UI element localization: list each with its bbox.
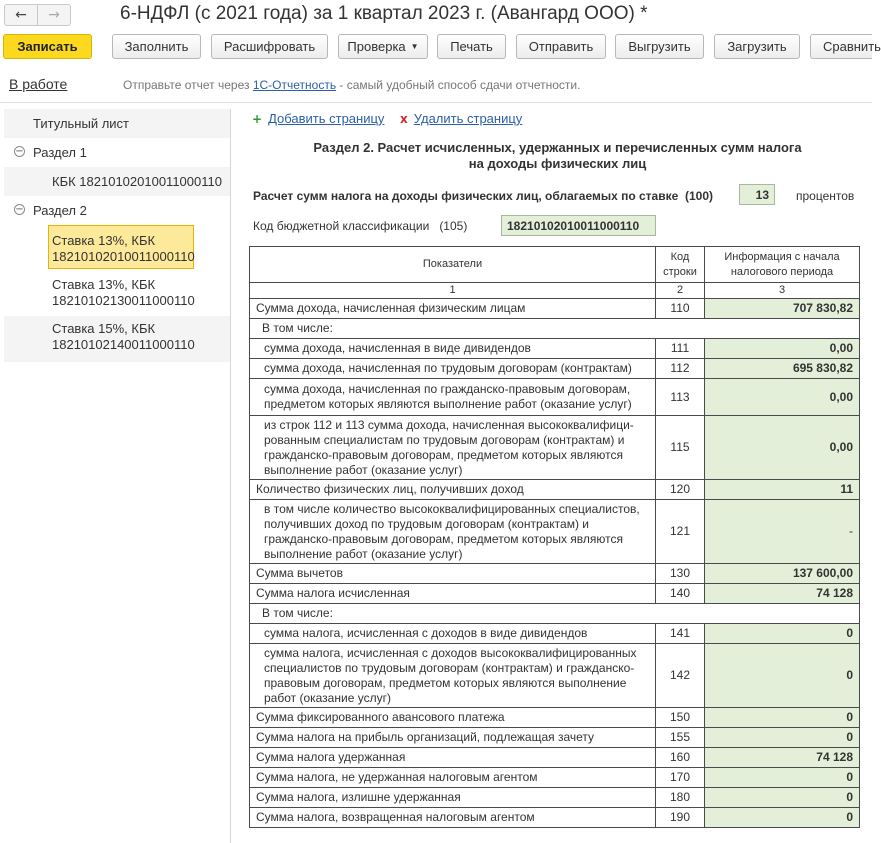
row-subheading: В том числе: <box>250 319 860 339</box>
row-value[interactable]: 0 <box>705 768 860 788</box>
table-row <box>250 480 860 500</box>
tree-item-label-line1: Ставка 15%, КБК <box>52 321 156 336</box>
row-code: 140 <box>656 584 705 604</box>
row-value[interactable]: 0 <box>705 644 860 708</box>
row-label: Сумма дохода, начисленная физическим лицам <box>250 299 656 319</box>
table-row <box>250 319 860 339</box>
divider <box>0 102 872 103</box>
title-bar <box>0 0 872 30</box>
delete-icon: x <box>400 112 408 126</box>
row-value[interactable]: 0 <box>705 788 860 808</box>
import-button[interactable]: Загрузить <box>714 34 800 59</box>
tree-item-title-page[interactable] <box>4 109 230 138</box>
row-code: 130 <box>656 564 705 584</box>
tree-item-section1[interactable] <box>4 138 230 167</box>
row-value[interactable]: 0,00 <box>705 339 860 359</box>
kbk-input[interactable]: 18210102010011000110 <box>501 215 656 236</box>
table-row <box>250 500 860 564</box>
kbk-label-text: Код бюджетной классификации <box>253 219 430 233</box>
tree-item-label: КБК 18210102010011000110 <box>52 174 222 189</box>
row-label: Количество физических лиц, получивших доход <box>250 480 656 500</box>
row-code: 112 <box>656 359 705 379</box>
row-label: сумма налога, исчисленная с доходов в виде дивидендов <box>250 624 656 644</box>
plus-icon: + <box>252 112 263 126</box>
row-code: 115 <box>656 416 705 480</box>
section-title-line2: на доходы физических лиц <box>468 156 647 171</box>
row-label: сумма налога, исчисленная с доходов высококвалифицированных специалистов по трудовым договорам (контрактам) и гражданско-правовым договорам, предметом которых являются выполнение работ (оказание услуг) <box>250 644 656 708</box>
table-row <box>250 644 860 708</box>
row-label: Сумма налога на прибыль организаций, подлежащая зачету <box>250 728 656 748</box>
print-button[interactable]: Печать <box>437 34 506 59</box>
col-number-2: 2 <box>656 283 705 299</box>
row-code: 121 <box>656 500 705 564</box>
tree-item-label-line1: Ставка 13%, КБК <box>52 233 156 248</box>
row-code: 111 <box>656 339 705 359</box>
table-row <box>250 339 860 359</box>
row-label: Сумма налога, излишне удержанная <box>250 788 656 808</box>
col-header-code <box>656 247 705 283</box>
row-label: Сумма фиксированного авансового платежа <box>250 708 656 728</box>
col-header-info-line1: Информация с начала <box>724 250 840 263</box>
row-value[interactable]: 0 <box>705 728 860 748</box>
row-value[interactable]: 695 830,82 <box>705 359 860 379</box>
chevron-down-icon: ▼ <box>410 42 419 51</box>
send-button[interactable]: Отправить <box>516 34 606 59</box>
row-code: 155 <box>656 728 705 748</box>
col-header-info-line2: налогового периода <box>730 265 834 278</box>
table-row <box>250 748 860 768</box>
check-dropdown-button[interactable] <box>338 34 428 59</box>
row-value[interactable]: 74 128 <box>705 584 860 604</box>
kbk-label <box>253 219 467 233</box>
delete-page-button[interactable] <box>400 111 522 126</box>
row-value[interactable]: 0,00 <box>705 416 860 480</box>
section-title <box>243 140 872 172</box>
col-header-info <box>705 247 860 283</box>
hint-text-before: Отправьте отчет через <box>123 78 253 92</box>
row-code: 110 <box>656 299 705 319</box>
send-hint <box>123 78 580 92</box>
table-row <box>250 624 860 644</box>
row-label: Сумма налога удержанная <box>250 748 656 768</box>
row-value[interactable]: 0,00 <box>705 379 860 416</box>
delete-page-label: Удалить страницу <box>413 111 523 126</box>
tree-item-rate13-130[interactable] <box>4 271 230 316</box>
row-value[interactable]: 137 600,00 <box>705 564 860 584</box>
sections-tree <box>4 109 231 843</box>
indicators-table <box>249 246 860 828</box>
tree-item-rate13-010[interactable] <box>4 225 230 271</box>
check-button-label: Проверка <box>347 39 406 54</box>
row-value[interactable]: 0 <box>705 808 860 828</box>
reporting-link[interactable]: 1С-Отчетность <box>252 78 337 92</box>
tree-item-section1-kbk[interactable] <box>4 167 230 196</box>
row-value[interactable]: 0 <box>705 708 860 728</box>
save-button[interactable]: Записать <box>3 34 92 59</box>
table-row <box>250 416 860 480</box>
row-label: сумма дохода, начисленная по гражданско-правовым договорам, предметом которых являются выполнение работ (оказание услуг) <box>250 379 656 416</box>
col-header-code-line1: Код <box>670 250 690 263</box>
row-subheading: В том числе: <box>250 604 860 624</box>
row-label: сумма дохода, начисленная в виде дивидендов <box>250 339 656 359</box>
table-row <box>250 808 860 828</box>
window-title: 6-НДФЛ (с 2021 года) за 1 квартал 2023 г. (Авангард ООО) * <box>120 3 648 24</box>
rate-label <box>253 189 713 203</box>
row-code: 180 <box>656 788 705 808</box>
col-number-3: 3 <box>705 283 860 299</box>
row-value[interactable]: 74 128 <box>705 748 860 768</box>
row-label: Сумма налога, возвращенная налоговым агентом <box>250 808 656 828</box>
row-value[interactable]: 11 <box>705 480 860 500</box>
rate-label-text: Расчет сумм налога на доходы физических лиц, облагаемых по ставке <box>253 189 679 203</box>
toolbar <box>0 34 881 60</box>
tree-item-section2[interactable] <box>4 196 230 225</box>
compare-button[interactable]: Сравнить <box>810 34 872 59</box>
row-code: 170 <box>656 768 705 788</box>
row-code: 160 <box>656 748 705 768</box>
collapse-icon[interactable]: − <box>15 146 24 157</box>
row-label: из строк 112 и 113 сумма дохода, начисленная высококвалифици-рованным специалистам по трудовым договорам (контрактам) и гражданско-правовым договорам, предметом которых являются выполнение работ (оказание услуг) <box>250 416 656 480</box>
add-page-button[interactable] <box>252 111 384 126</box>
row-code: 141 <box>656 624 705 644</box>
table-row <box>250 728 860 748</box>
tree-item-rate15-140[interactable] <box>4 316 230 362</box>
col-header-code-line2: строки <box>663 265 697 278</box>
add-page-label: Добавить страницу <box>268 111 385 126</box>
row-code: 113 <box>656 379 705 416</box>
table-row <box>250 299 860 319</box>
decode-button[interactable]: Расшифровать <box>211 34 328 59</box>
status-bar <box>0 70 872 100</box>
forward-arrow-icon[interactable]: → <box>37 4 71 26</box>
row-value[interactable]: - <box>705 500 860 564</box>
row-code: 120 <box>656 480 705 500</box>
table-row <box>250 584 860 604</box>
row-code: 142 <box>656 644 705 708</box>
tree-item-label-line1: Ставка 13%, КБК <box>52 277 156 292</box>
tree-item-label-line2: 18210102130011000110 <box>52 293 195 308</box>
in-work-link[interactable]: В работе <box>9 76 68 92</box>
col-number-1: 1 <box>250 283 656 299</box>
rate-input[interactable]: 13 <box>739 184 775 205</box>
kbk-line-code: (105) <box>439 219 468 233</box>
row-code: 150 <box>656 708 705 728</box>
rate-unit: процентов <box>796 189 855 203</box>
row-label: в том числе количество высококвалифицированных специалистов, получивших доход по трудовым договорам (контрактам) и гражданско-правовым договорам, предметом которых являются выполнение работ (оказание услуг) <box>250 500 656 564</box>
table-row <box>250 359 860 379</box>
back-arrow-icon[interactable]: ← <box>4 4 38 26</box>
table-row <box>250 564 860 584</box>
hint-text-after: - самый удобный способ сдачи отчетности. <box>336 78 581 92</box>
row-code: 190 <box>656 808 705 828</box>
row-label: Сумма налога исчисленная <box>250 584 656 604</box>
table-row <box>250 768 860 788</box>
tree-item-label-line2: 18210102010011000110 <box>52 249 195 264</box>
table-row <box>250 379 860 416</box>
row-label: Сумма вычетов <box>250 564 656 584</box>
row-value[interactable]: 0 <box>705 624 860 644</box>
table-row <box>250 708 860 728</box>
row-label: Сумма налога, не удержанная налоговым агентом <box>250 768 656 788</box>
rate-line-code: (100) <box>684 189 713 203</box>
table-row <box>250 604 860 624</box>
tree-item-label: Титульный лист <box>33 116 130 131</box>
tree-item-label: Раздел 2 <box>33 203 87 218</box>
export-button[interactable]: Выгрузить <box>615 34 704 59</box>
row-value[interactable]: 707 830,82 <box>705 299 860 319</box>
table-row <box>250 788 860 808</box>
tree-item-label: Раздел 1 <box>33 145 87 160</box>
row-label: сумма дохода, начисленная по трудовым договорам (контрактам) <box>250 359 656 379</box>
col-header-indicator: Показатели <box>250 247 656 283</box>
collapse-icon[interactable]: − <box>15 204 24 215</box>
fill-button[interactable]: Заполнить <box>112 34 201 59</box>
tree-item-label-line2: 18210102140011000110 <box>52 337 195 352</box>
section-title-line1: Раздел 2. Расчет исчисленных, удержанных и перечисленных сумм налога <box>313 140 802 155</box>
